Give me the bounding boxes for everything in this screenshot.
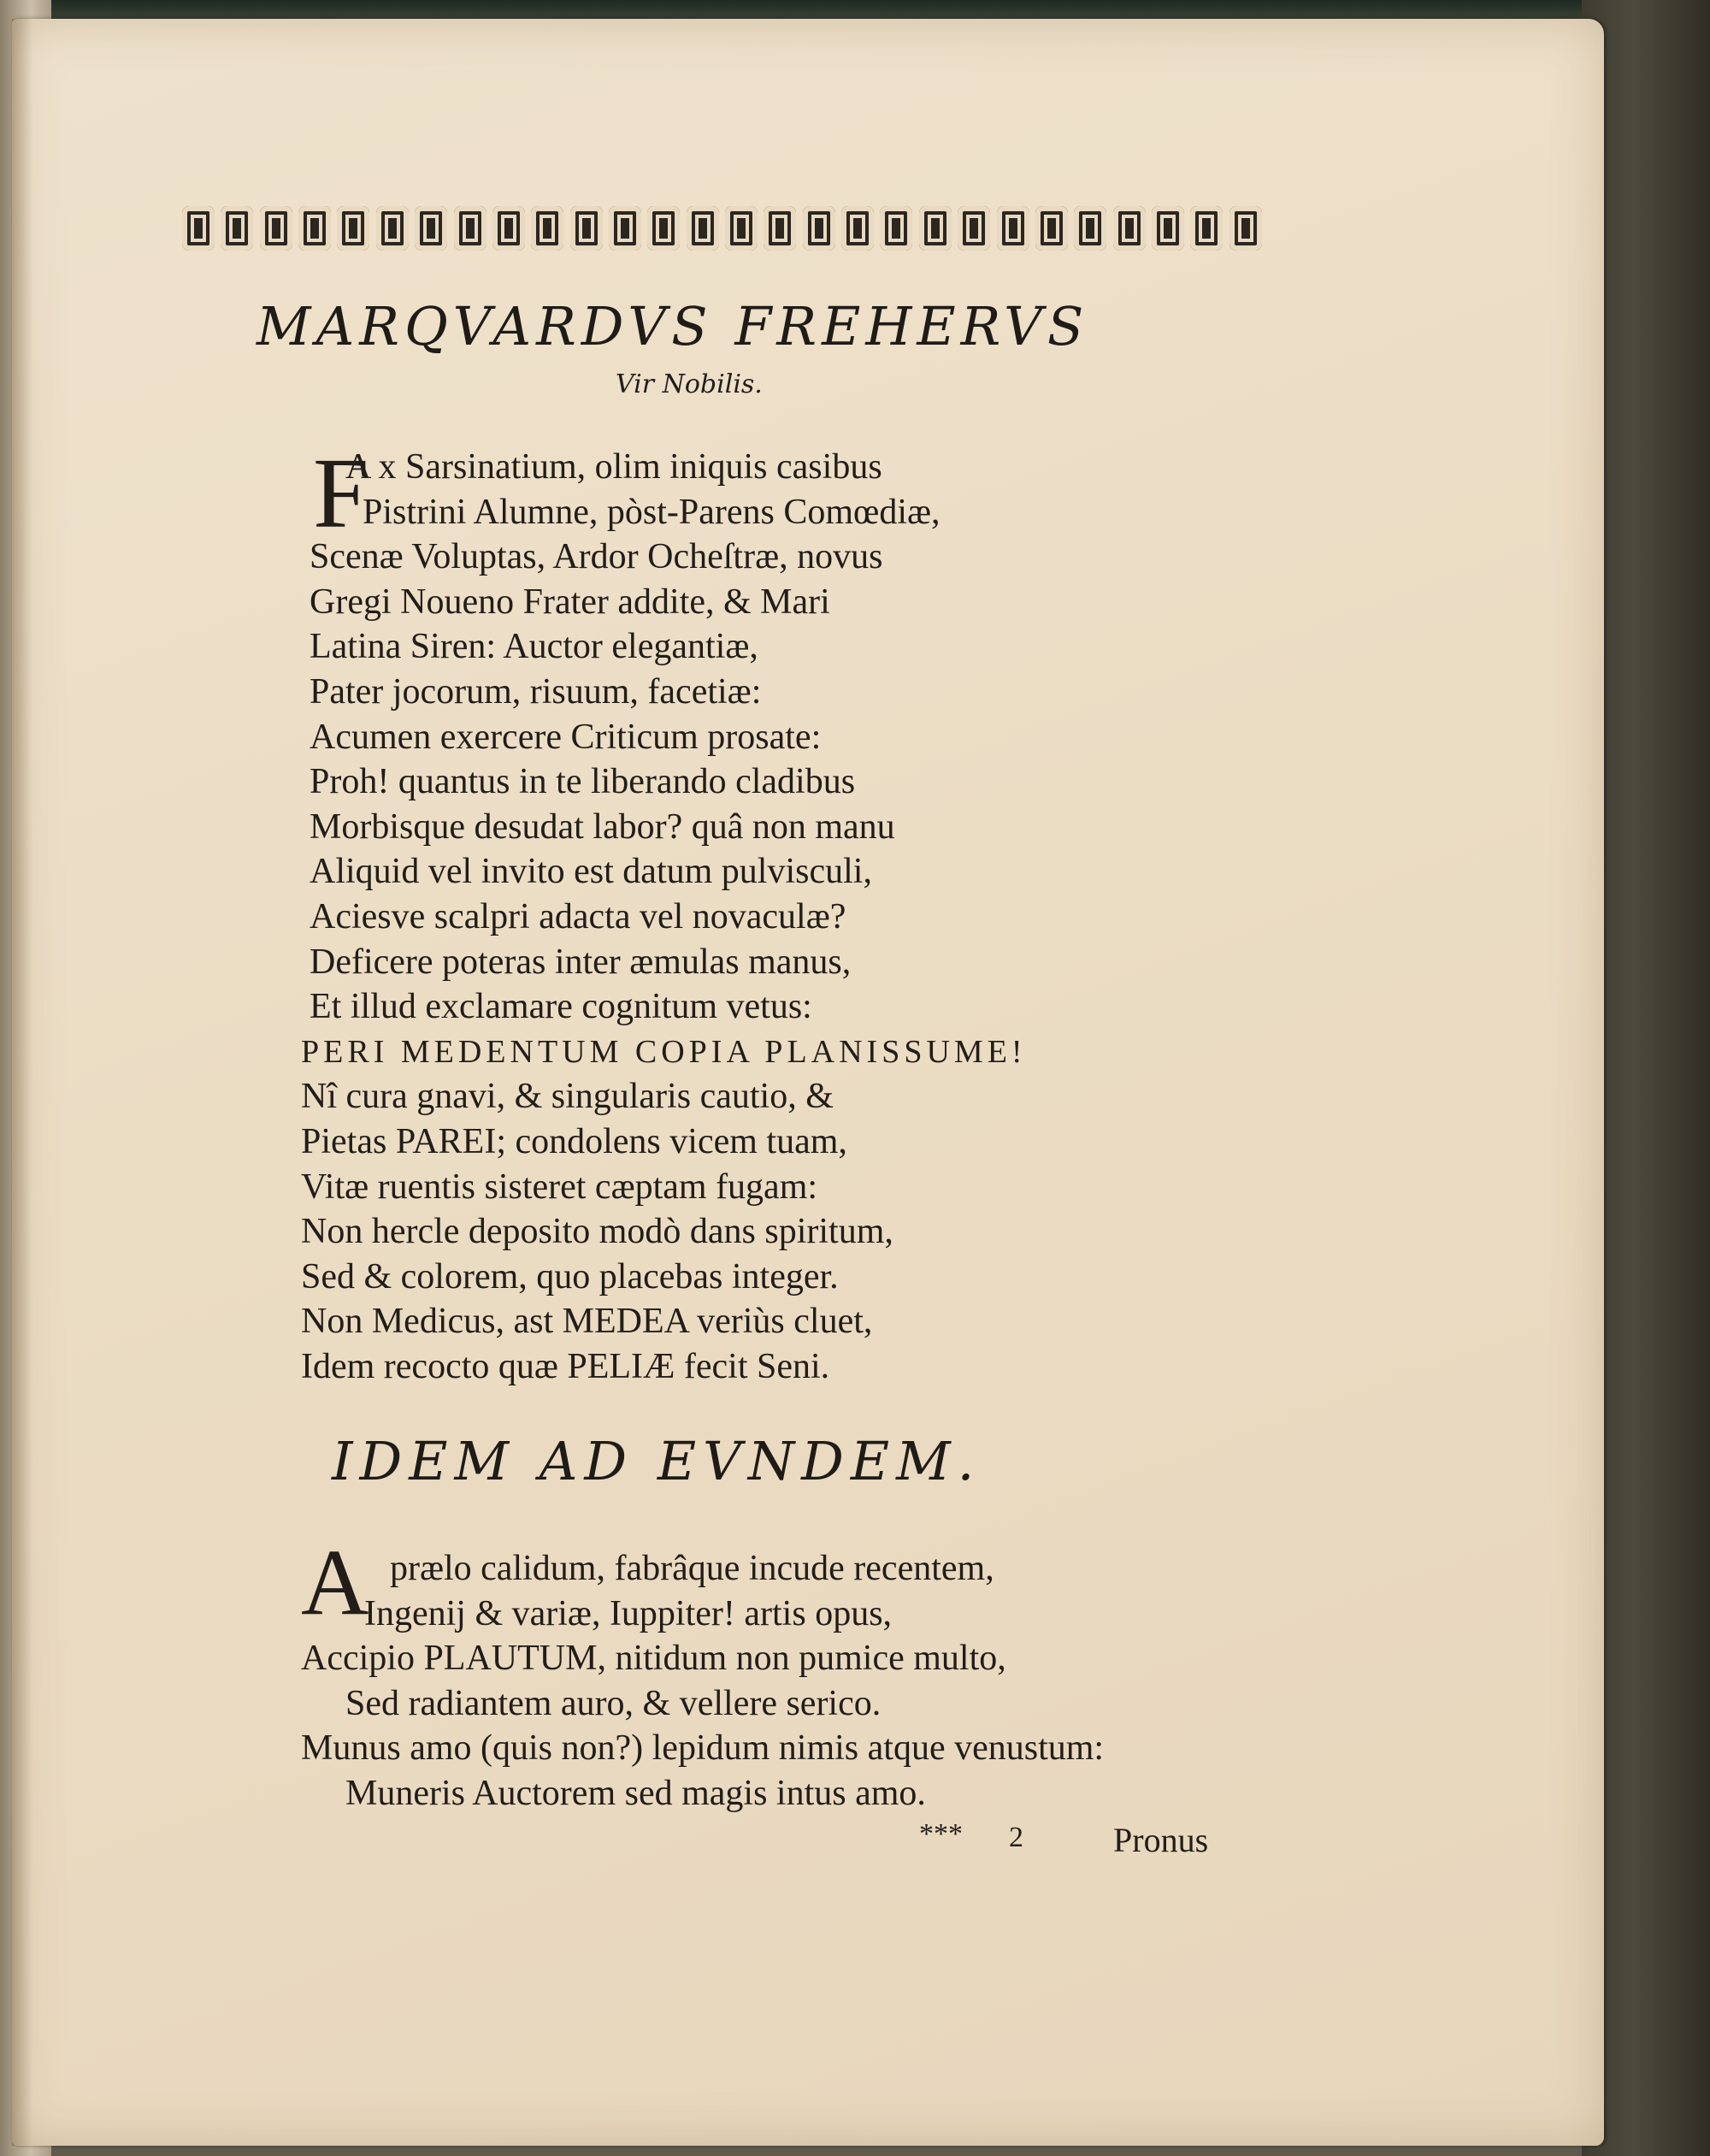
page-gutter-shadow	[12, 19, 32, 2146]
poem-line: Sed radiantem auro, & vellere serico.	[345, 1683, 882, 1723]
catchword: Pronus	[1113, 1821, 1209, 1859]
drop-cap-initial: A	[301, 1530, 369, 1634]
poem-line: Idem recocto quæ PELIÆ fecit Seni.	[301, 1346, 830, 1386]
poem-line: Gregi Noueno Frater addite, & Mari	[310, 582, 830, 622]
poem-line: Nî cura gnavi, & singularis cautio, &	[301, 1077, 834, 1117]
poem-line: A x Sarsinatium, olim iniquis casibus	[345, 447, 882, 487]
poem-second	[301, 1546, 1284, 1816]
poem-line: Sed & colorem, quo placebas integer.	[301, 1256, 839, 1297]
poem-line: Acumen exercere Criticum prosate:	[310, 717, 822, 757]
poem-line: Muneris Auctorem sed magis intus amo.	[345, 1773, 926, 1813]
poem-line: Latina Siren: Auctor elegantiæ,	[310, 627, 758, 667]
ornamental-headpiece	[182, 203, 1262, 254]
poem-line: Proh! quantus in te liberando cladibus	[310, 762, 856, 802]
poem-line: Ingenij & variæ, Iuppiter! artis opus,	[364, 1593, 893, 1633]
page-subtitle: Vir Nobilis.	[616, 369, 763, 399]
poem-line: PERI MEDENTUM COPIA PLANISSUME!	[301, 1033, 1027, 1070]
section-heading: IDEM AD EVNDEM.	[332, 1430, 982, 1492]
poem-line: Aliquid vel invito est datum pulvisculi,	[310, 852, 872, 892]
poem-line: Accipio PLAUTUM, nitidum non pumice multo,	[301, 1639, 1006, 1679]
signature-mark: ***	[919, 1818, 963, 1850]
poem-line: Pistrini Alumne, pòst-Parens Comœdiæ,	[363, 492, 940, 532]
poem-line: Aciesve scalpri adacta vel novaculæ?	[310, 896, 846, 936]
poem-line: Morbisque desudat labor? quâ non manu	[310, 806, 895, 847]
poem-line: prælo calidum, fabrâque incude recentem,	[390, 1549, 994, 1588]
poem-first	[301, 437, 1241, 1389]
poem-line: Scenæ Voluptas, Ardor Ocheſtræ, novus	[310, 537, 883, 577]
poem-line: Munus amo (quis non?) lepidum nimis atque venustum:	[301, 1728, 1105, 1769]
poem-line: Non hercle deposito modò dans spiritum,	[301, 1212, 893, 1252]
poem-line: Pater jocorum, risuum, facetiæ:	[310, 671, 762, 712]
poem-line: Pietas PAREI; condolens vicem tuam,	[301, 1121, 847, 1161]
poem-line: Et illud exclamare cognitum vetus:	[310, 987, 812, 1027]
poem-line: Non Medicus, ast MEDEA veriùs cluet,	[301, 1302, 873, 1342]
signature-number: 2	[1009, 1822, 1023, 1853]
poem-line: Deficere poteras inter æmulas manus,	[310, 942, 852, 982]
poem-line: Vitæ ruentis sisteret cæptam fugam:	[301, 1167, 818, 1207]
page-title: MARQVARDVS FREHERVS	[256, 295, 1089, 357]
drop-cap-initial: F	[313, 437, 369, 549]
